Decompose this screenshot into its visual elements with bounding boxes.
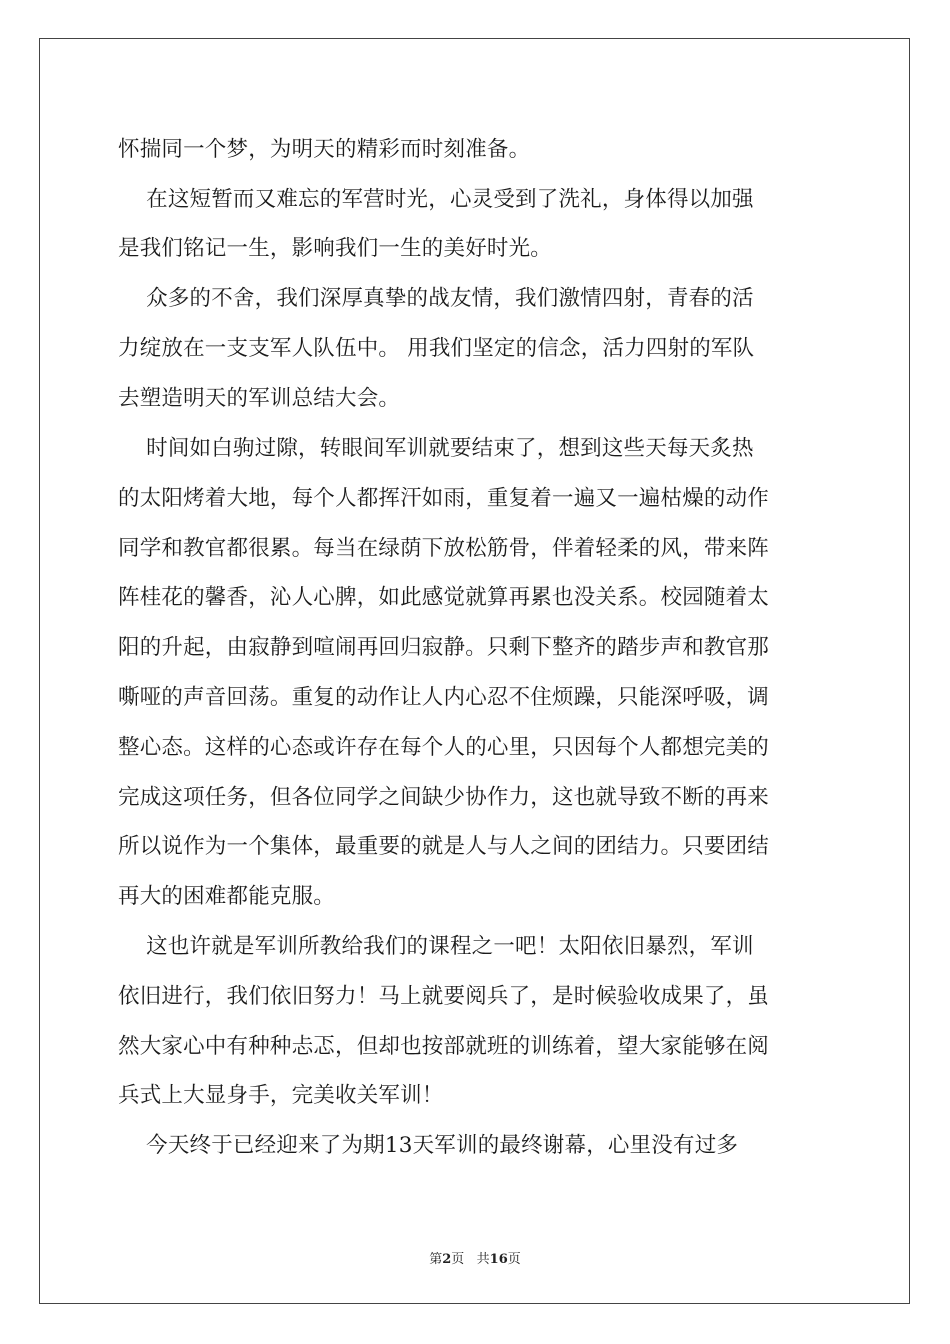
text-line: 时间如白驹过隙，转眼间军训就要结束了，想到这些天每天炙热 [118,436,754,461]
page-label-mid: 页 共 [451,1252,490,1267]
page-label-suffix: 页 [507,1252,521,1267]
text-line: 阵桂花的馨香，沁人心脾，如此感觉就算再累也没关系。校园随着太 [118,585,770,610]
text-line: 同学和教官都很累。每当在绿荫下放松筋骨，伴着轻柔的风，带来阵 [118,536,770,561]
text-line: 今天终于已经迎来了为期13天军训的最终谢幕，心里没有过多 [118,1133,739,1158]
text-line: 去塑造明天的军训总结大会。 [118,386,401,411]
current-page-number: 2 [442,1252,452,1267]
text-line: 的太阳烤着大地，每个人都挥汗如雨，重复着一遍又一遍枯燥的动作 [118,486,770,511]
text-line: 是我们铭记一生，影响我们一生的美好时光。 [118,236,553,261]
text-line: 所以说作为一个集体，最重要的就是人与人之间的团结力。只要团结 [118,834,770,859]
text-line: 力绽放在一支支军人队伍中。 用我们坚定的信念，活力四射的军队 [118,336,755,361]
text-line: 兵式上大显身手，完美收关军训！ [118,1083,444,1108]
text-line: 再大的困难都能克服。 [118,884,336,909]
text-line: 然大家心中有种种忐忑，但却也按部就班的训练着，望大家能够在阅 [118,1034,770,1059]
text-line: 怀揣同一个梦，为明天的精彩而时刻准备。 [118,137,531,162]
total-page-number: 16 [489,1252,508,1267]
text-line: 在这短暂而又难忘的军营时光，心灵受到了洗礼，身体得以加强 [118,187,754,212]
text-line: 这也许就是军训所教给我们的课程之一吧！太阳依旧暴烈，军训 [118,934,754,959]
text-line: 完成这项任务，但各位同学之间缺少协作力，这也就导致不断的再来 [118,785,770,810]
text-line: 众多的不舍，我们深厚真挚的战友情，我们激情四射，青春的活 [118,286,754,311]
page-footer [0,1248,950,1267]
page-border [39,38,910,1304]
text-line: 阳的升起，由寂静到喧闹再回归寂静。只剩下整齐的踏步声和教官那 [118,635,770,660]
text-line: 整心态。这样的心态或许存在每个人的心里，只因每个人都想完美的 [118,735,770,760]
page-label-prefix: 第 [429,1252,443,1267]
text-line: 依旧进行，我们依旧努力！马上就要阅兵了，是时候验收成果了，虽 [118,984,770,1009]
text-line: 嘶哑的声音回荡。重复的动作让人内心忍不住烦躁，只能深呼吸，调 [118,685,770,710]
